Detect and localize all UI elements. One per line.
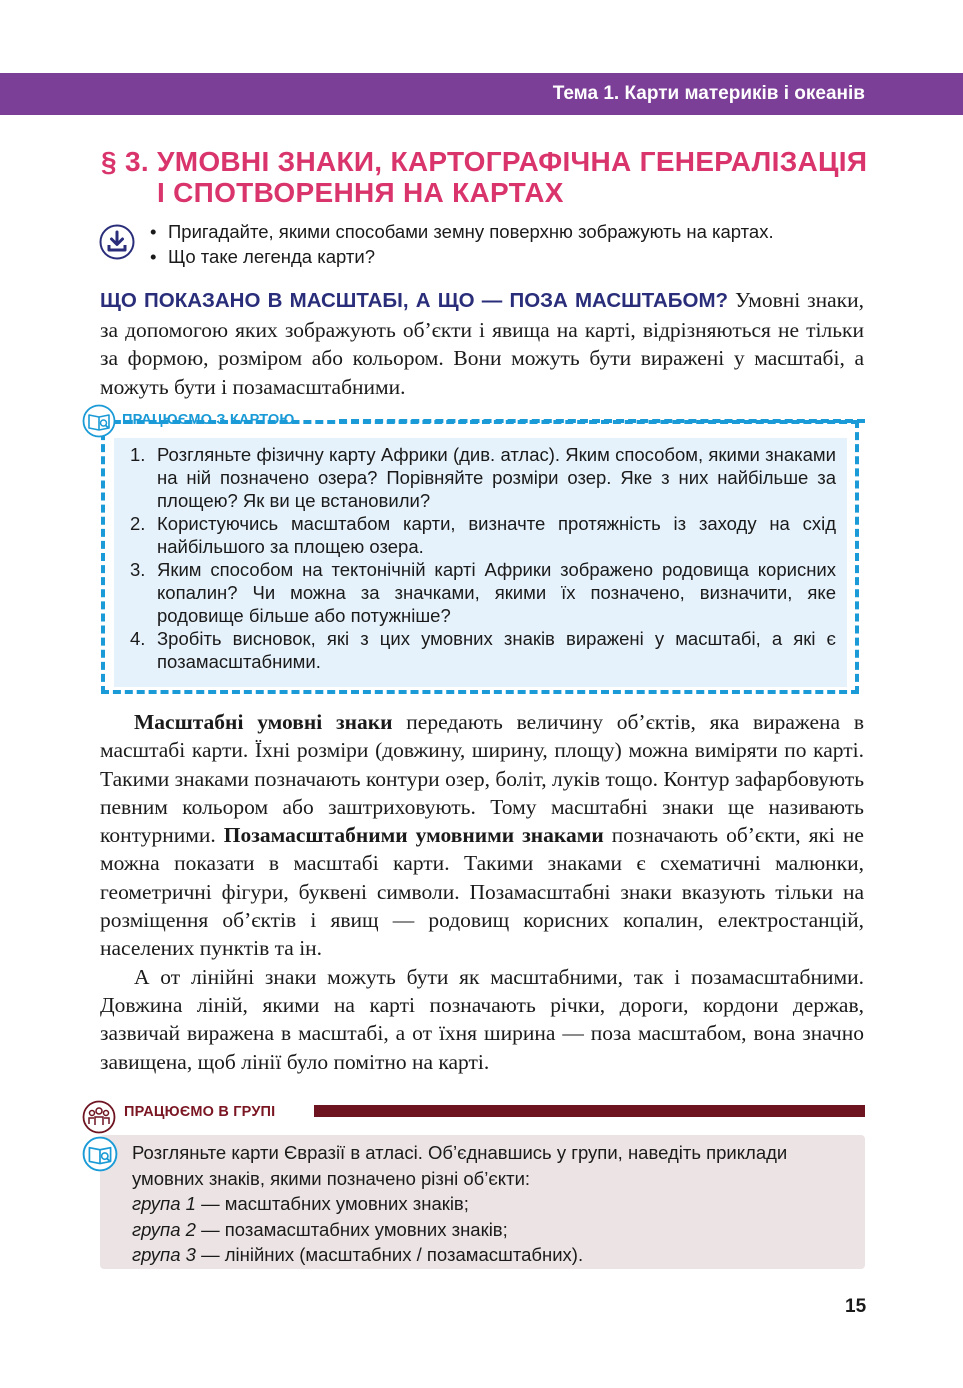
group-task: — лінійних (масштабних / позамасштабних).	[195, 1244, 584, 1265]
group-people-icon	[82, 1100, 116, 1134]
body-paragraph	[100, 708, 864, 963]
group-item	[132, 1217, 854, 1243]
group-name: група 2	[132, 1218, 196, 1240]
map-task-text: Яким способом на тектонічній карті Африки зображено родовища корисних копалин? Чи можна за значками, якими їх позначено, визначити, яке родовище більше або потужніше?	[157, 559, 836, 626]
open-book-icon	[82, 1136, 118, 1172]
group-work-text	[132, 1140, 854, 1268]
section-title-line1: § 3. УМОВНІ ЗНАКИ, КАРТОГРАФІЧНА ГЕНЕРАЛІЗАЦІЯ	[101, 146, 868, 177]
map-work-header	[82, 404, 865, 436]
map-task-list	[130, 443, 836, 673]
intro-paragraph	[100, 286, 864, 401]
page-number: 15	[845, 1296, 867, 1317]
term-scale-signs: Масштабні умовні знаки	[134, 710, 393, 734]
body-text-span: передають величину об’єктів, яка виражена в масштабі карти. Їхні розміри (довжину, ширину, площу) можна виміряти по карті. Такими знаками позначають контури озер, боліт, луків тощо. Контур зафарбовують певним кольором або заштриховують. Тому масштабні знаки ще називають контурними.	[100, 710, 864, 848]
group-work-label: ПРАЦЮЄМО В ГРУПІ	[124, 1104, 276, 1120]
group-task: — позамасштабних умовних знаків;	[195, 1218, 508, 1240]
recall-item: • Що таке легенда карти?	[150, 244, 774, 269]
recall-list	[150, 219, 774, 269]
group-name: група 1	[132, 1193, 196, 1214]
group-item	[132, 1191, 854, 1217]
map-task-number: 1.	[130, 444, 146, 465]
group-work-header	[82, 1100, 865, 1134]
map-task-text: Користуючись масштабом карти, визначте протяжність із заходу на схід найбільшого за площею озера.	[157, 513, 836, 557]
map-task	[130, 627, 836, 673]
map-task	[130, 443, 836, 512]
topic-banner	[0, 73, 963, 115]
map-task-number: 4.	[130, 628, 146, 649]
map-task-text: Розгляньте фізичну карту Африки (див. атлас). Яким способом, якими знаками на ній позначено озера? Порівняйте розміри озер. Яке з них найбільше за площею? Як ви це встановили?	[157, 444, 836, 511]
map-task-number: 2.	[130, 513, 146, 534]
map-task	[130, 512, 836, 558]
intro-heading: ЩО ПОКАЗАНО В МАСШТАБІ, А ЩО — ПОЗА МАСШТАБОМ?	[100, 289, 729, 312]
map-task-number: 3.	[130, 559, 146, 580]
topic-title: Тема 1. Карти материків і океанів	[552, 83, 865, 104]
map-task-text: Зробіть висновок, які з цих умовних знаків виражені у масштабі, а які є позамасштабними.	[157, 628, 836, 672]
intro-text: Умовні знаки, за допомогою яких зображують об’єкти і явища на карті, відрізняються не тільки за формою, розміром або кольором. Вони можуть бути виражені у масштабі, а можуть бути і позамасштабними.	[100, 288, 865, 399]
body-text	[100, 708, 864, 1076]
section-title	[101, 146, 881, 208]
term-off-scale-signs: Позамасштабними умовними знаками	[223, 823, 604, 848]
map-work-divider	[339, 419, 865, 423]
map-task	[130, 558, 836, 627]
recall-item: • Пригадайте, якими способами земну поверхню зображують на картах.	[150, 219, 774, 244]
map-work-label: ПРАЦЮЄМО З КАРТОЮ	[122, 412, 295, 428]
group-task: — масштабних умовних знаків;	[195, 1193, 469, 1214]
body-paragraph: А от лінійні знаки можуть бути як масштабними, так і позамасштабними. Довжина ліній, якими на карті позначають річки, дороги, кордони держав, зазвичай виражена в масштабі, а от їхня ширина — поза масштабом, вона значно завищена, щоб лінії було помітно на карті.	[100, 964, 864, 1074]
body-text-span: позначають об’єкти, які не можна показати в масштабі карти. Такими знаками є схематичні малюнки, геометричні фігури, буквені символи. Позамасштабні знаки вказують тільки на розміщення об’єктів і явищ — родовищ корисних копалин, електростанцій, населених пунктів та ін.	[100, 823, 864, 961]
download-icon	[99, 224, 135, 260]
open-book-icon	[82, 404, 116, 438]
group-item	[132, 1242, 854, 1268]
group-work-intro: Розгляньте карти Євразії в атласі. Об’єднавшись у групи, наведіть приклади умовних знаків, якими позначено різні об’єкти:	[132, 1142, 788, 1189]
group-work-divider	[314, 1105, 865, 1117]
group-name: група 3	[132, 1244, 196, 1265]
section-title-line2: І СПОТВОРЕННЯ НА КАРТАХ	[157, 177, 564, 208]
